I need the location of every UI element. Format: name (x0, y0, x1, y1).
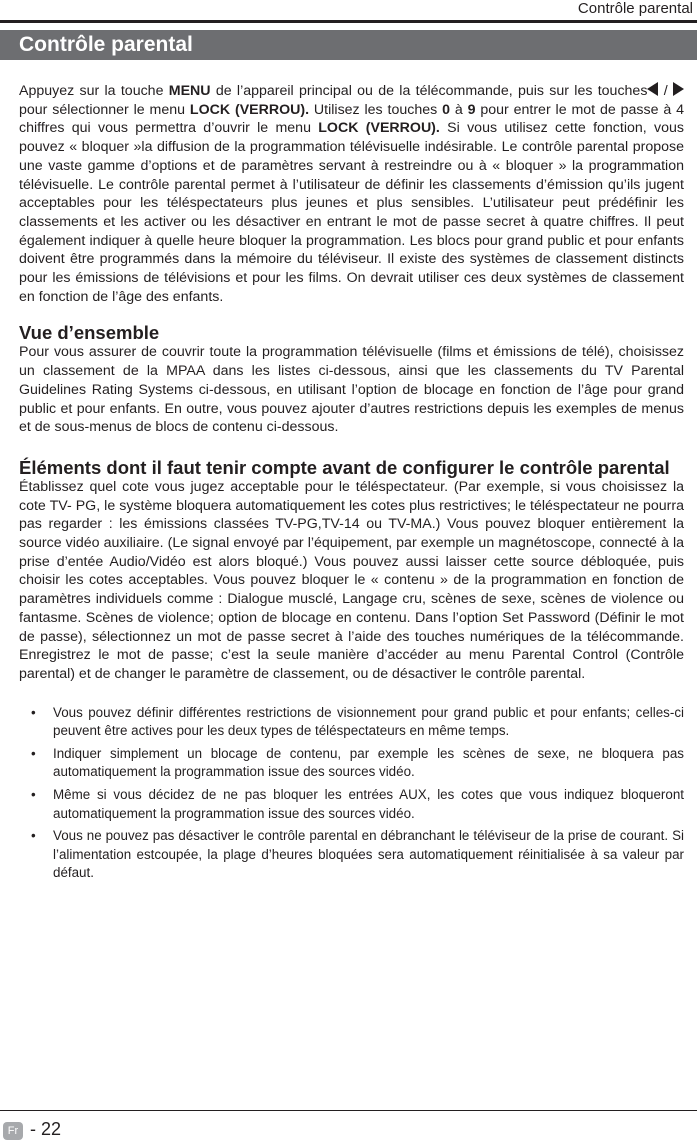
list-item-text: Vous ne pouvez pas désactiver le contrôle parental en débranchant le téléviseur de la prise de courant. Si l’alimentation estcoupée, la plage d’heures bloquées sera automatiquement réinitialisée à sa valeur par défaut. (53, 828, 684, 881)
list-item-text: Indiquer simplement un blocage de contenu, par exemple les scènes de sexe, ne bloquera pas automatiquement la programmation issue des sources vidéo. (53, 745, 684, 780)
intro-text: Utilisez les touches (309, 101, 443, 118)
considerations-paragraph: Établissez quel cote vous jugez acceptable pour le téléspectateur. (Par exemple, si vous choisissez la cote TV- PG, le système bloquera automatiquement les cotes plus restrictives; le téléspectateur ne pourra pas regarder : les émissions classées TV-PG,TV-14 ou TV-MA.) Vous pouvez bloquer entièrement la source vidéo auxiliaire. (Le signal envoyé par l’équipement, par exemple un magnétoscope, connecté à la prise d’entée Audio/Vidéo est alors bloqué.) Vous pouvez aussi laisser cette source débloquée, puis choisir les cotes acceptables. Vous pouvez bloquer le « contenu » de la programmation en fonction de paramètres individuels comme : Dialogue musclé, Langage cru, scènes de sexe, scènes de violence ou fantasme. Scènes de violence; option de blocage en contenu. Dans l’option Set Password (Définir le mot de passe), sélectionnez un mot de passe secret à l’aide des touches numériques de la télécommande. Enregistrez le mot de passe; c’est la seule manière d’accéder au menu Parental Control (Contrôle parental) et de changer le paramètre de classement, ou de désactiver le contrôle parental. (19, 478, 684, 682)
intro-text: de l’appareil principal ou de la télécommande, puis sur les touches (210, 83, 648, 99)
overview-heading: Vue d’ensemble (19, 322, 160, 344)
list-item (31, 827, 684, 883)
bullet-icon: • (31, 828, 36, 844)
intro-text: à (449, 101, 468, 118)
list-item (31, 786, 684, 823)
considerations-heading: Éléments dont il faut tenir compte avant de configurer le contrôle parental (19, 456, 670, 478)
overview-paragraph: Pour vous assurer de couvrir toute la programmation télévisuelle (films et émissions de télé), choisissez un classement de la MPAA dans les listes ci-dessous, ainsi que les classements du TV Parental Guidelines Rating Systems ci-dessous, en utilisant l’option de blocage en fonction de l’âge pour grand public et pour enfants. En outre, vous pouvez ajouter d’autres restrictions depuis les exemples de menus et de sous-menus de blocs de contenu ci-dessous. (19, 344, 684, 436)
intro-paragraph (19, 82, 684, 306)
list-item (31, 704, 684, 741)
page-number: - 22 (30, 1119, 62, 1139)
key-zero-label: 0 (442, 101, 450, 118)
section-banner (0, 30, 697, 60)
bullet-icon: • (31, 745, 36, 761)
page-title: Contrôle parental (19, 33, 193, 56)
right-arrow-icon (673, 82, 684, 96)
list-item-text: Vous pouvez définir différentes restrictions de visionnement pour grand public et pour enfants; celles-ci peuvent être actives pour les deux types de téléspectateurs en même temps. (53, 704, 684, 739)
content-body (19, 82, 684, 887)
language-badge: Fr (3, 1122, 23, 1140)
footer-rule (0, 1110, 697, 1111)
left-arrow-icon (647, 82, 658, 96)
header-title: Contrôle parental (577, 0, 693, 17)
key-nine-label: 9 (467, 101, 476, 118)
notes-list (19, 704, 684, 883)
list-item (31, 745, 684, 782)
slash-text: / (663, 83, 668, 99)
intro-text: Appuyez sur la touche (19, 83, 169, 99)
intro-text: pour sélectionner le menu (19, 101, 190, 118)
list-item-text: Même si vous décidez de ne pas bloquer les entrées AUX, les cotes que vous indiquez bloqueront automatiquement la programmation issue des sources vidéo. (53, 787, 684, 821)
menu-key-label: MENU (168, 83, 211, 99)
lock-menu-label: LOCK (VERROU). (318, 120, 440, 137)
intro-text: Si vous utilisez cette fonction, vous pouvez « bloquer »la diffusion de la programmation télévisuelle indésirable. Le contrôle parental propose une vaste gamme d’options et de paramètres servant à restreindre ou à « bloquer » la programmation télévisuelle. Le contrôle parental permet à l’utilisateur de définir les classements d’émission qu’ils jugent acceptables pour les téléspectateurs plus jeunes et plus sensibles. L’utilisateur peut prédéfinir les classements et les activer ou les désactiver en entrant le mot de passe secret à quatre chiffres. Il peut également indiquer à quelle heure bloquer la programmation. Les blocs pour grand public et pour enfants doivent être programmés dans la mémoire du téléviseur. Il existe des systèmes de classement distincts pour les émissions de télévisions et pour les films. On devrait utiliser ces deux systèmes de classement en fonction de l’âge des enfants. (19, 120, 684, 305)
bullet-icon: • (31, 787, 36, 803)
header-rule (0, 20, 697, 23)
bullet-icon: • (31, 704, 36, 720)
intro-text: pour entrer le mot de passe à 4 chiffres qui vous permettra d’ouvrir le menu (19, 101, 684, 137)
lock-menu-label: LOCK (VERROU). (189, 101, 310, 118)
